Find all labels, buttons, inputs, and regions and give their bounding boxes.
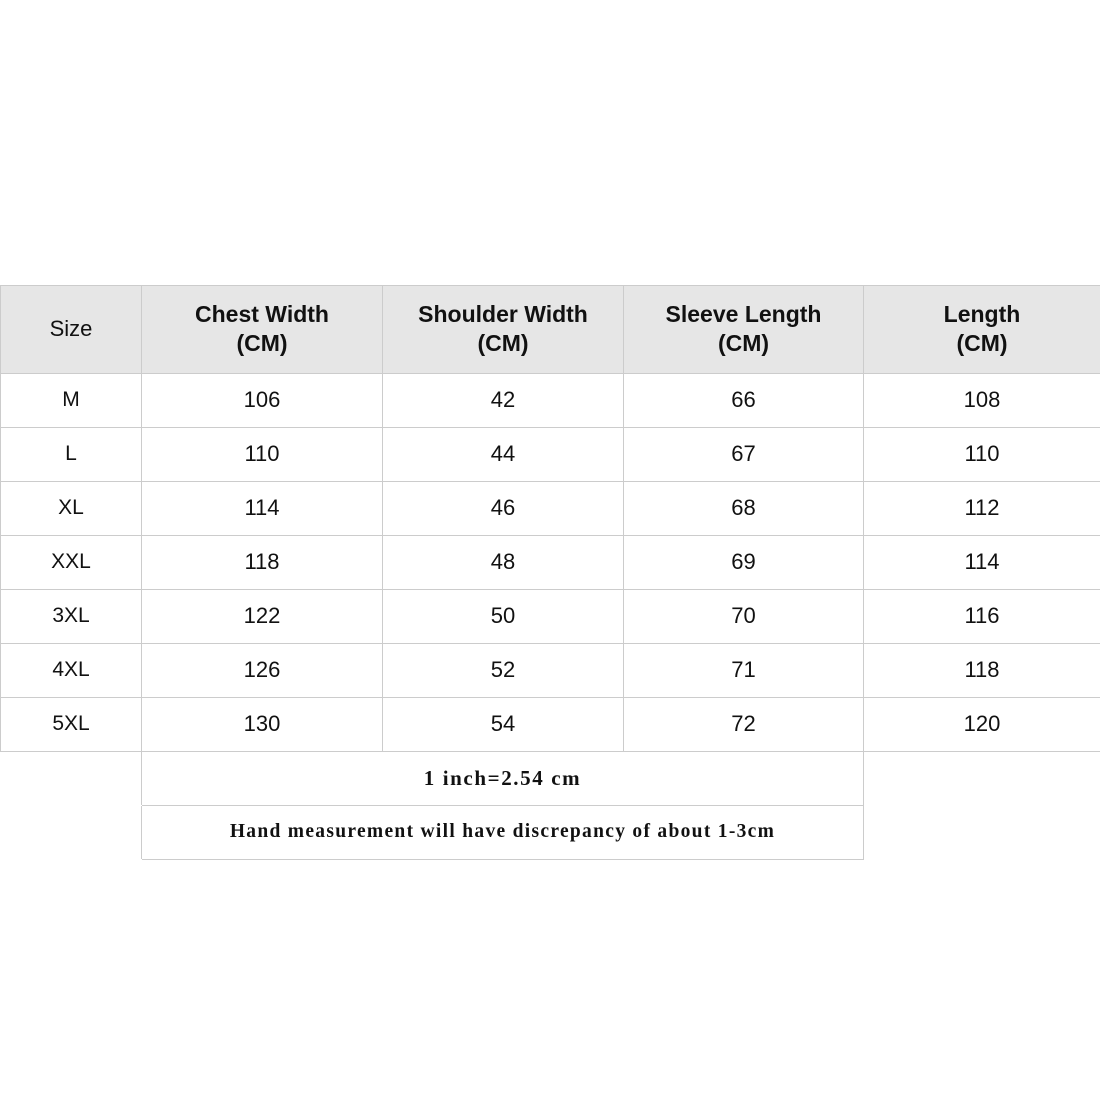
note-spacer-right <box>864 805 1100 859</box>
cell-chest: 122 <box>142 589 383 643</box>
cell-chest: 110 <box>142 427 383 481</box>
table-body <box>1 373 1100 859</box>
cell-sleeve: 68 <box>624 481 864 535</box>
column-header-shoulder-width-line1: Shoulder Width <box>418 301 588 327</box>
cell-shoulder: 48 <box>383 535 624 589</box>
cell-chest: 106 <box>142 373 383 427</box>
cell-chest: 126 <box>142 643 383 697</box>
cell-size: 5XL <box>1 697 142 751</box>
cell-chest: 114 <box>142 481 383 535</box>
cell-size: 3XL <box>1 589 142 643</box>
cell-length: 108 <box>864 373 1100 427</box>
table-header <box>1 286 1100 374</box>
cell-length: 118 <box>864 643 1100 697</box>
column-header-sleeve-length-line1: Sleeve Length <box>665 301 822 327</box>
note-inch-conversion: 1 inch=2.54 cm <box>142 751 864 805</box>
note-spacer-left <box>1 805 142 859</box>
cell-shoulder: 50 <box>383 589 624 643</box>
cell-shoulder: 44 <box>383 427 624 481</box>
table-row <box>1 427 1100 481</box>
column-header-sleeve-length-line2: (CM) <box>717 330 770 357</box>
cell-length: 116 <box>864 589 1100 643</box>
cell-size: XXL <box>1 535 142 589</box>
note-measurement-discrepancy: Hand measurement will have discrepancy of about 1-3cm <box>142 805 864 859</box>
cell-size: XL <box>1 481 142 535</box>
cell-sleeve: 69 <box>624 535 864 589</box>
column-header-size <box>1 286 142 374</box>
table-row <box>1 481 1100 535</box>
header-row <box>1 286 1100 374</box>
note-row-discrepancy <box>1 805 1100 859</box>
cell-sleeve: 72 <box>624 697 864 751</box>
cell-sleeve: 67 <box>624 427 864 481</box>
note-row-inch <box>1 751 1100 805</box>
column-header-length <box>864 286 1100 374</box>
note-spacer-left <box>1 751 142 805</box>
column-header-chest-width-line1: Chest Width <box>195 301 329 327</box>
column-header-sleeve-length <box>624 286 864 374</box>
column-header-length-line2: (CM) <box>956 330 1008 357</box>
cell-chest: 130 <box>142 697 383 751</box>
cell-length: 110 <box>864 427 1100 481</box>
column-header-length-line1: Length <box>943 301 1021 327</box>
cell-shoulder: 46 <box>383 481 624 535</box>
column-header-shoulder-width-line2: (CM) <box>477 330 529 357</box>
cell-sleeve: 70 <box>624 589 864 643</box>
cell-size: L <box>1 427 142 481</box>
column-header-chest-width <box>142 286 383 374</box>
table-row <box>1 373 1100 427</box>
cell-shoulder: 52 <box>383 643 624 697</box>
table-row <box>1 535 1100 589</box>
cell-sleeve: 66 <box>624 373 864 427</box>
cell-size: 4XL <box>1 643 142 697</box>
cell-length: 112 <box>864 481 1100 535</box>
size-chart-table <box>0 285 1100 860</box>
cell-length: 120 <box>864 697 1100 751</box>
column-header-size-line1: Size <box>49 316 93 342</box>
table-row <box>1 643 1100 697</box>
size-table-container <box>0 285 1100 860</box>
column-header-shoulder-width <box>383 286 624 374</box>
cell-size: M <box>1 373 142 427</box>
note-spacer-right <box>864 751 1100 805</box>
cell-sleeve: 71 <box>624 643 864 697</box>
cell-shoulder: 54 <box>383 697 624 751</box>
cell-length: 114 <box>864 535 1100 589</box>
table-row <box>1 697 1100 751</box>
table-row <box>1 589 1100 643</box>
cell-chest: 118 <box>142 535 383 589</box>
cell-shoulder: 42 <box>383 373 624 427</box>
column-header-chest-width-line2: (CM) <box>236 330 288 357</box>
